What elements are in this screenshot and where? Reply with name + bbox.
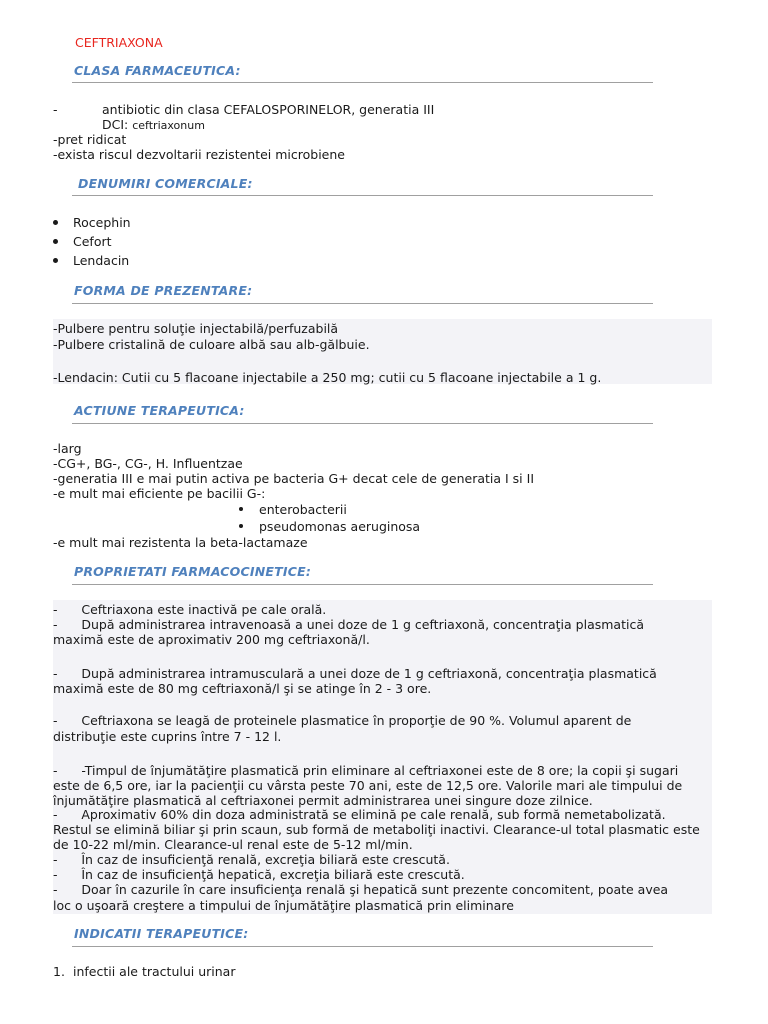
divider xyxy=(72,195,653,196)
actiune-line: -larg xyxy=(53,441,82,456)
proprietati-line: maximă este de aproximativ 200 mg ceftriaxonă/l. xyxy=(53,632,370,647)
actiune-line: -generatia III e mai putin activa pe bacteria G+ decat cele de generatia I si II xyxy=(53,471,534,486)
proprietati-line: - În caz de insuficienţă hepatică, excreţia biliară este crescută. xyxy=(53,867,465,882)
proprietati-line: - În caz de insuficienţă renală, excreţia biliară este crescută. xyxy=(53,852,450,867)
proprietati-line: înjumătăţire plasmatică al ceftriaxonei permit administrarea unei singure doze zilnice. xyxy=(53,793,593,808)
divider xyxy=(72,946,653,947)
proprietati-line: - Ceftriaxona este inactivă pe cale orală. xyxy=(53,602,327,617)
actiune-line: -CG+, BG-, CG-, H. Influentzae xyxy=(53,456,243,471)
proprietati-line: loc o uşoară creştere a timpului de înjumătăţire plasmatică prin eliminare xyxy=(53,898,514,913)
brand-item: Rocephin xyxy=(73,215,131,230)
proprietati-line: - Doar în cazurile în care insuficienţa renală şi hepatică sunt prezente concomitent, poate avea xyxy=(53,882,669,897)
section-heading-denumiri: DENUMIRI COMERCIALE: xyxy=(78,176,253,191)
brand-item: Lendacin xyxy=(73,253,130,268)
forma-line: -Pulbere pentru soluţie injectabilă/perfuzabilă xyxy=(53,321,339,336)
document-title: CEFTRIAXONA xyxy=(75,35,163,50)
proprietati-line: - După administrarea intramusculară a unei doze de 1 g ceftriaxonă, concentraţia plasmatică xyxy=(53,666,657,681)
proprietati-line: de 10-22 ml/min. Clearance-ul renal este de 5-12 ml/min. xyxy=(53,837,413,852)
bullet-icon xyxy=(53,258,58,263)
clasa-line: -exista riscul dezvoltarii rezistentei microbiene xyxy=(53,147,345,162)
actiune-sub-item: enterobacterii xyxy=(259,502,347,517)
clasa-line: antibiotic din clasa CEFALOSPORINELOR, generatia III xyxy=(102,102,435,117)
proprietati-line: - După administrarea intravenoasă a unei doze de 1 g ceftriaxonă, concentraţia plasmatică xyxy=(53,617,644,632)
section-heading-proprietati: PROPRIETATI FARMACOCINETICE: xyxy=(74,564,312,579)
actiune-line: -e mult mai eficiente pe bacilii G-: xyxy=(53,486,266,501)
section-heading-clasa: CLASA FARMACEUTICA: xyxy=(74,63,241,78)
dci-label: DCI: xyxy=(102,117,133,132)
proprietati-line: distribuţie este cuprins între 7 - 12 l. xyxy=(53,729,282,744)
dash-marker: - xyxy=(53,102,58,117)
actiune-line: -e mult mai rezistenta la beta-lactamaze xyxy=(53,535,308,550)
proprietati-line: - -Timpul de înjumătăţire plasmatică prin eliminare al ceftriaxonei este de 8 ore; la copii şi sugari xyxy=(53,763,679,778)
clasa-line: -pret ridicat xyxy=(53,132,127,147)
indicatii-item: infectii ale tractului urinar xyxy=(73,964,236,979)
bullet-icon xyxy=(239,507,243,511)
divider xyxy=(72,584,653,585)
divider xyxy=(72,82,653,83)
forma-line: -Pulbere cristalină de culoare albă sau alb-gălbuie. xyxy=(53,337,370,352)
actiune-sub-item: pseudomonas aeruginosa xyxy=(259,519,421,534)
clasa-dci-line xyxy=(102,117,205,133)
proprietati-line: este de 6,5 ore, iar la pacienţii cu vârsta peste 70 ani, este de 12,5 ore. Valorile mari ale timpului de xyxy=(53,778,683,793)
section-heading-indicatii: INDICATII TERAPEUTICE: xyxy=(74,926,249,941)
bullet-icon xyxy=(53,220,58,225)
section-heading-actiune: ACTIUNE TERAPEUTICA: xyxy=(74,403,245,418)
proprietati-line: maximă este de 80 mg ceftriaxonă/l şi se atinge în 2 - 3 ore. xyxy=(53,681,432,696)
list-number: 1. xyxy=(53,964,65,979)
divider xyxy=(72,423,653,424)
proprietati-line: Restul se elimină biliar şi prin scaun, sub formă de metaboliţi inactivi. Clearance-ul total plasmatic este xyxy=(53,822,700,837)
divider xyxy=(72,303,653,304)
forma-line: -Lendacin: Cutii cu 5 flacoane injectabile a 250 mg; cutii cu 5 flacoane injectabile a 1 g. xyxy=(53,370,602,385)
section-heading-forma: FORMA DE PREZENTARE: xyxy=(74,283,253,298)
proprietati-line: - Aproximativ 60% din doza administrată se elimină pe cale renală, sub formă nemetabolizată. xyxy=(53,807,666,822)
brand-item: Cefort xyxy=(73,234,112,249)
dci-value: ceftriaxonum xyxy=(132,119,205,132)
bullet-icon xyxy=(239,524,243,528)
proprietati-line: - Ceftriaxona se leagă de proteinele plasmatice în proporţie de 90 %. Volumul aparent de xyxy=(53,713,632,728)
bullet-icon xyxy=(53,239,58,244)
